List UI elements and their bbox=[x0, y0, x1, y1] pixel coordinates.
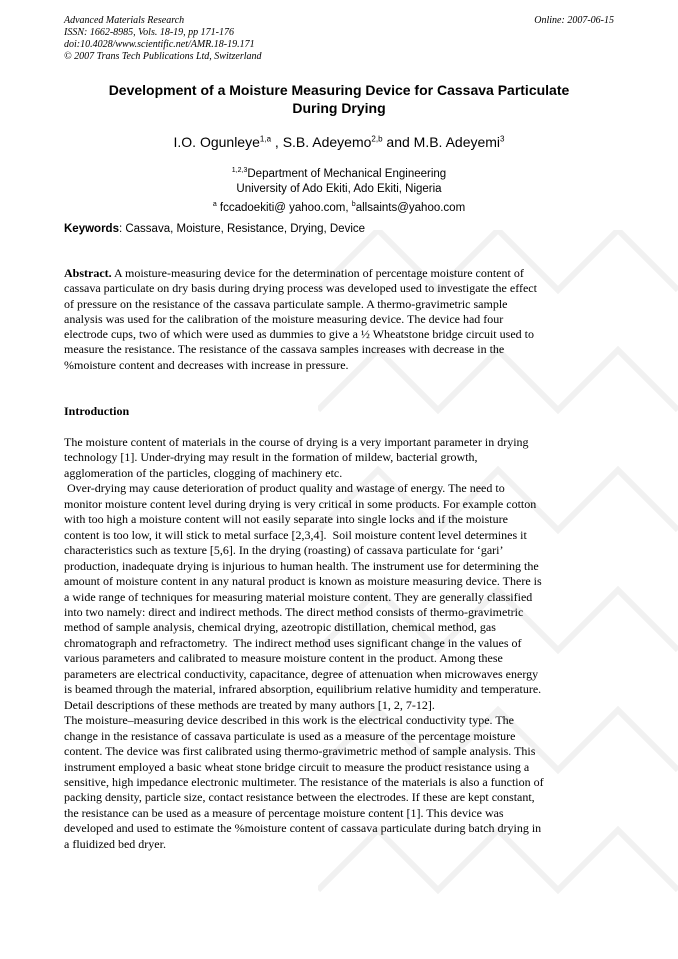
affiliation-block bbox=[0, 163, 678, 216]
email-line bbox=[0, 197, 678, 216]
body-line: change in the resistance of cassava particulate is used as a measure of the percentage moisture bbox=[64, 728, 516, 743]
author-1-affil: 1,a bbox=[259, 134, 272, 144]
section-heading-introduction: Introduction bbox=[64, 404, 130, 418]
abstract-line bbox=[64, 266, 614, 281]
abstract-line: %moisture content and decreases with increase in pressure. bbox=[64, 357, 349, 372]
abstract-line: measure the resistance. The resistance of the cassava samples increases with decrease in the bbox=[64, 342, 505, 357]
abstract-line: electrode cups, two of which were used as dummies to give a ½ Wheatstone bridge circuit used to bbox=[64, 327, 534, 342]
department-line bbox=[0, 163, 678, 182]
paper-title bbox=[40, 81, 638, 117]
body-line: parameters are electrical conductivity, capacitance, degree of attenuation when microwaves energy bbox=[64, 666, 539, 681]
abstract-line: cassava particulate on dry basis during drying process was developed used to investigate the effect bbox=[64, 281, 537, 296]
body-line: monitor moisture content level during drying is very critical in some products. For example cotton bbox=[64, 496, 537, 511]
department-name: Department of Mechanical Engineering bbox=[247, 167, 447, 180]
body-line: content is too low, it will stick to metal surface [2,3,4]. Soil moisture content level determines it bbox=[64, 527, 527, 542]
body-line: a fluidized bed dryer. bbox=[64, 836, 166, 851]
body-line: chromatograph and refractometry. The indirect method uses significant change in the values of bbox=[64, 635, 522, 650]
keywords-text: : Cassava, Moisture, Resistance, Drying, Device bbox=[118, 223, 366, 235]
author-3: M.B. Adeyemi bbox=[413, 134, 501, 150]
issn-line: ISSN: 1662-8985, Vols. 18-19, pp 171-176 bbox=[64, 27, 234, 38]
title-line-2: During Drying bbox=[292, 100, 386, 116]
body-line: the resistance can be used as a measure of percentage moisture content [1]. This device was bbox=[64, 805, 504, 820]
email-b: allsaints@yahoo.com bbox=[355, 201, 466, 214]
online-date: Online: 2007-06-15 bbox=[534, 15, 614, 26]
body-line: The moisture–measuring device described in this work is the electrical conductivity type. The bbox=[64, 713, 514, 728]
body-line: is beamed through the material, infrared absorption, equilibrium relative humidity and temperature. bbox=[64, 682, 542, 697]
author-1: I.O. Ogunleye bbox=[173, 134, 260, 150]
body-line: characteristics such as texture [5,6]. In the drying (roasting) of cassava particulate for ‘gari’ bbox=[64, 543, 504, 558]
keywords-label: Keywords bbox=[64, 223, 119, 235]
abstract-block bbox=[64, 266, 614, 373]
body-line: into two namely: direct and indirect methods. The direct method consists of thermo-gravimetric bbox=[64, 604, 524, 619]
journal-name: Advanced Materials Research bbox=[64, 15, 185, 26]
abstract-text: A moisture-measuring device for the determination of percentage moisture content of bbox=[111, 266, 524, 280]
body-line: Over-drying may cause deterioration of product quality and wastage of energy. The need to bbox=[64, 481, 505, 496]
title-line-1: Development of a Moisture Measuring Device for Cassava Particulate bbox=[108, 82, 570, 98]
body-line: various parameters and calibrated to measure moisture content in the product. Among these bbox=[64, 651, 503, 666]
body-line: a wide range of techniques for measuring material moisture content. They are generally classified bbox=[64, 589, 533, 604]
body-line: sensitive, high impedance electronic multimeter. The resistance of the materials is also a function of bbox=[64, 774, 544, 789]
copyright-line: © 2007 Trans Tech Publications Ltd, Switzerland bbox=[64, 51, 262, 62]
email-b-marker: b bbox=[351, 200, 356, 208]
author-separator: and bbox=[382, 134, 414, 150]
abstract-line: of pressure on the resistance of the cassava particulate sample. A thermo-gravimetric sample bbox=[64, 296, 508, 311]
doi-line: doi:10.4028/www.scientific.net/AMR.18-19.171 bbox=[64, 39, 255, 50]
body-line: with too high a moisture content will not easily separate into single locks and if the moisture bbox=[64, 512, 508, 527]
abstract-line: analysis was used for the calibration of the moisture measuring device. The device had four bbox=[64, 311, 504, 326]
body-line: developed and used to estimate the %moisture content of cassava particulate during batch drying in bbox=[64, 821, 542, 836]
body-line: agglomeration of the particles, clogging of machinery etc. bbox=[64, 465, 343, 480]
email-a-marker: a bbox=[212, 200, 217, 208]
body-line: instrument employed a basic wheat stone bridge circuit to measure the product resistance using a bbox=[64, 759, 530, 774]
university-line: University of Ado Ekiti, Ado Ekiti, Nigeria bbox=[236, 182, 442, 195]
author-separator: , bbox=[271, 134, 283, 150]
author-2: S.B. Adeyemo bbox=[282, 134, 372, 150]
body-line: technology [1]. Under-drying may result in the formation of mildew, bacterial growth, bbox=[64, 450, 478, 465]
abstract-label: Abstract. bbox=[64, 266, 112, 280]
body-line: method of sample analysis, chemical drying, azeotropic distillation, chemical method, gas bbox=[64, 620, 496, 635]
email-a: fccadoekiti@ yahoo.com, bbox=[216, 201, 352, 214]
author-list bbox=[0, 134, 678, 150]
affil-marker: 1,2,3 bbox=[231, 167, 248, 174]
introduction-body bbox=[64, 435, 618, 852]
running-header bbox=[64, 15, 614, 63]
keywords-line bbox=[64, 223, 614, 235]
body-line: Detail descriptions of these methods are treated by many authors [1, 2, 7-12]. bbox=[64, 697, 435, 712]
author-3-affil: 3 bbox=[500, 134, 505, 144]
body-line: amount of moisture content in any natural product is known as moisture measuring device. There is bbox=[64, 574, 542, 589]
body-line: content. The device was first calibrated using thermo-gravimetric method of sample analysis. This bbox=[64, 744, 536, 759]
author-2-affil: 2,b bbox=[371, 134, 383, 144]
body-line: production, inadequate drying is injurious to human health. The instrument use for determining the bbox=[64, 558, 539, 573]
body-line: packing density, particle size, contact resistance between the electrodes. If these are kept constant, bbox=[64, 790, 535, 805]
body-line: The moisture content of materials in the course of drying is a very important parameter in drying bbox=[64, 435, 529, 449]
